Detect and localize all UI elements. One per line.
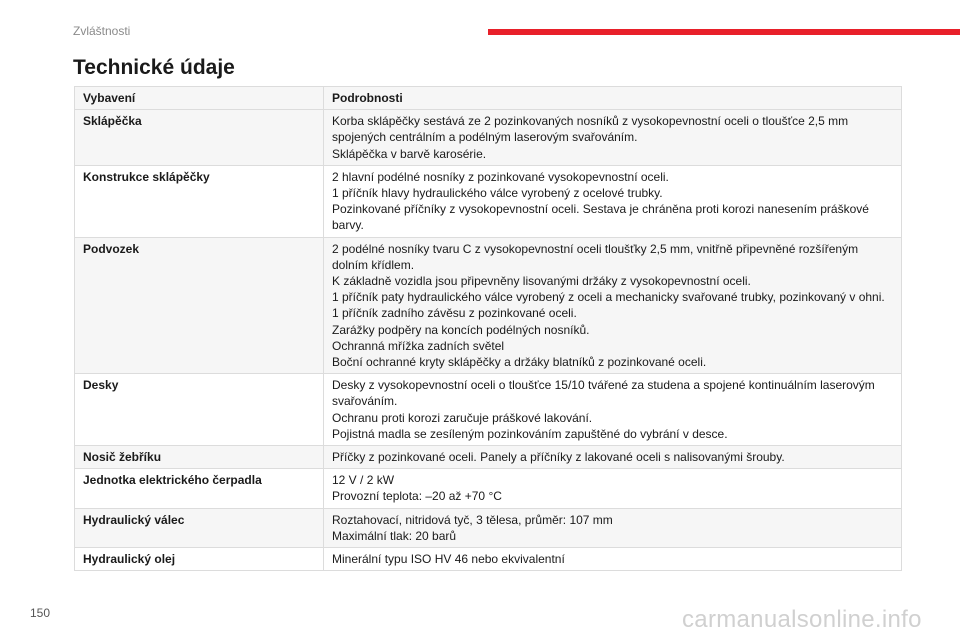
detail-line: 1 příčník paty hydraulického válce vyrobený z oceli a mechanicky svařované trubky, pozinkovaný v ohni.	[332, 290, 885, 305]
detail-line: Pojistná madla se zesíleným pozinkováním zapuštěné do vybrání v desce.	[332, 426, 728, 441]
detail-line: K základně vozidla jsou připevněny lisovanými držáky z vysokopevnostní oceli.	[332, 274, 751, 289]
table-row	[75, 548, 902, 571]
equipment-cell: Jednotka elektrického čerpadla	[75, 469, 324, 508]
section-label: Zvláštnosti	[73, 24, 131, 38]
page-title: Technické údaje	[73, 56, 235, 79]
watermark: carmanualsonline.info	[682, 606, 922, 633]
equipment-cell: Hydraulický válec	[75, 508, 324, 547]
equipment-cell: Podvozek	[75, 237, 324, 374]
detail-line: Zarážky podpěry na koncích podélných nosníků.	[332, 322, 590, 337]
equipment-cell: Hydraulický olej	[75, 548, 324, 571]
detail-line: Pozinkované příčníky z vysokopevnostní oceli. Sestava je chráněna proti korozi nanesením práškové	[332, 202, 869, 217]
table-row	[75, 508, 902, 547]
table-row	[75, 110, 902, 166]
column-header-equipment: Vybavení	[75, 87, 324, 110]
detail-line: barvy.	[332, 218, 364, 233]
detail-line: Roztahovací, nitridová tyč, 3 tělesa, průměr: 107 mm	[332, 512, 613, 527]
detail-line: 2 hlavní podélné nosníky z pozinkované vysokopevnostní oceli.	[332, 169, 669, 184]
details-cell	[324, 508, 902, 547]
detail-line: Ochranná mřížka zadních světel	[332, 338, 505, 353]
table-row	[75, 446, 902, 469]
detail-line: Provozní teplota: –20 až +70 °C	[332, 489, 502, 504]
equipment-cell: Sklápěčka	[75, 110, 324, 166]
details-cell	[324, 110, 902, 166]
column-header-details: Podrobnosti	[324, 87, 902, 110]
table-row	[75, 374, 902, 446]
detail-line: Ochranu proti korozi zaručuje práškové lakování.	[332, 410, 593, 425]
equipment-cell: Desky	[75, 374, 324, 446]
detail-line: Korba sklápěčky sestává ze 2 pozinkovaných nosníků z vysokopevnostní oceli o tloušťce 2,5 mm	[332, 114, 849, 129]
detail-line: Příčky z pozinkované oceli. Panely a příčníky z lakované oceli s nalisovanými šrouby.	[332, 450, 785, 465]
details-cell	[324, 446, 902, 469]
detail-line: dolním křídlem.	[332, 257, 415, 272]
detail-line: Boční ochranné kryty sklápěčky a držáky blatníků z pozinkované oceli.	[332, 355, 707, 370]
table-row	[75, 165, 902, 237]
specifications-table	[74, 86, 902, 571]
table-header-row	[75, 87, 902, 110]
detail-line: Maximální tlak: 20 barů	[332, 528, 457, 543]
table-row	[75, 469, 902, 508]
detail-line: 1 příčník zadního závěsu z pozinkované oceli.	[332, 306, 577, 321]
details-cell	[324, 165, 902, 237]
details-cell	[324, 237, 902, 374]
table-body	[75, 110, 902, 571]
detail-line: 12 V / 2 kW	[332, 473, 395, 488]
detail-line: spojených centrálním a podélným laserovým svařováním.	[332, 130, 638, 145]
detail-line: Minerální typu ISO HV 46 nebo ekvivalentní	[332, 552, 565, 567]
detail-line: 2 podélné nosníky tvaru C z vysokopevnostní oceli tloušťky 2,5 mm, vnitřně připevněné rozšířeným	[332, 241, 859, 256]
table-row	[75, 237, 902, 374]
equipment-cell: Konstrukce sklápěčky	[75, 165, 324, 237]
header-accent-bar	[488, 29, 960, 35]
equipment-cell: Nosič žebříku	[75, 446, 324, 469]
details-cell	[324, 469, 902, 508]
detail-line: Desky z vysokopevnostní oceli o tloušťce 15/10 tvářené za studena a spojené kontinuálním laserovým	[332, 378, 875, 393]
detail-line: Sklápěčka v barvě karosérie.	[332, 146, 487, 161]
detail-line: svařováním.	[332, 394, 398, 409]
details-cell	[324, 548, 902, 571]
page-number: 150	[30, 606, 51, 620]
detail-line: 1 příčník hlavy hydraulického válce vyrobený z ocelové trubky.	[332, 186, 663, 201]
details-cell	[324, 374, 902, 446]
